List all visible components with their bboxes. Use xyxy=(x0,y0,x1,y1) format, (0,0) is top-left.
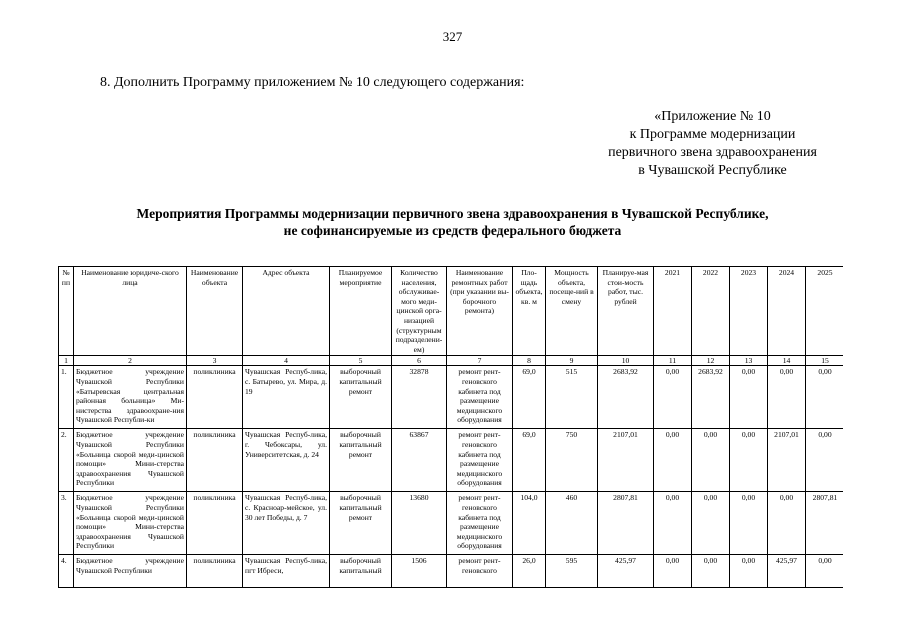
amount-2024-cell: 2107,01 xyxy=(768,429,806,492)
table-header-row xyxy=(59,267,844,356)
population-served-cell: 32878 xyxy=(392,366,447,429)
repair-works-cell: ремонт рент-геновского кабинета под размещение медицинского оборудования xyxy=(447,366,513,429)
row-number-cell: 1. xyxy=(59,366,74,429)
amount-2025-cell: 0,00 xyxy=(806,366,844,429)
column-number: 5 xyxy=(330,356,392,366)
column-number: 6 xyxy=(392,356,447,366)
intro-paragraph: 8. Дополнить Программу приложением № 10 следующего содержания: xyxy=(100,75,525,90)
repair-works-cell: ремонт рент-геновского кабинета под размещение медицинского оборудования xyxy=(447,492,513,555)
legal-entity-name-cell: Бюджетное учреждение Чувашской Республики xyxy=(74,555,187,588)
column-number: 15 xyxy=(806,356,844,366)
header-cell: Наименование юридиче-ского лица xyxy=(74,267,187,356)
object-area-cell: 26,0 xyxy=(513,555,546,588)
object-capacity-cell: 515 xyxy=(546,366,598,429)
column-number: 7 xyxy=(447,356,513,366)
header-cell: Наименование объекта xyxy=(187,267,243,356)
legal-entity-name-cell: Бюджетное учреждение Чувашской Республики «Батыревская центральная районная больница» Ми-нистерства здравоохране-ния Чувашской Республи-ки xyxy=(74,366,187,429)
amount-2021-cell: 0,00 xyxy=(654,429,692,492)
column-number: 3 xyxy=(187,356,243,366)
column-number: 8 xyxy=(513,356,546,366)
appendix-line: в Чувашской Республике xyxy=(638,163,787,178)
table-row xyxy=(59,366,844,429)
header-cell: 2022 xyxy=(692,267,730,356)
measures-table xyxy=(58,266,843,588)
row-number-cell: 3. xyxy=(59,492,74,555)
amount-2025-cell: 2807,81 xyxy=(806,492,844,555)
object-address-cell: Чувашская Респуб-лика, с. Красноар-мейское, ул. 30 лет Победы, д. 7 xyxy=(243,492,330,555)
header-cell: Количество населения, обслуживае-мого меди-цинской орга-низацией (структурным подразделени-ем) xyxy=(392,267,447,356)
object-area-cell: 69,0 xyxy=(513,429,546,492)
amount-2021-cell: 0,00 xyxy=(654,366,692,429)
page-number: 327 xyxy=(442,29,463,44)
amount-2021-cell: 0,00 xyxy=(654,492,692,555)
object-address-cell: Чувашская Респуб-лика, пгт Ибреси, xyxy=(243,555,330,588)
column-number: 9 xyxy=(546,356,598,366)
header-cell: Пло-щадь объекта, кв. м xyxy=(513,267,546,356)
row-number-cell: 4. xyxy=(59,555,74,588)
planned-cost-cell: 2807,81 xyxy=(598,492,654,555)
amount-2024-cell: 0,00 xyxy=(768,366,806,429)
amount-2022-cell: 0,00 xyxy=(692,555,730,588)
column-number-row xyxy=(59,356,844,366)
planned-measure-cell: выборочный капитальный xyxy=(330,555,392,588)
amount-2023-cell: 0,00 xyxy=(730,492,768,555)
object-name-cell: поликлиника xyxy=(187,366,243,429)
legal-entity-name-cell: Бюджетное учреждение Чувашской Республики «Больница скорой меди-цинской помощи» Мини-стерства здравоохранения Чувашской Республики xyxy=(74,429,187,492)
object-name-cell: поликлиника xyxy=(187,555,243,588)
amount-2025-cell: 0,00 xyxy=(806,429,844,492)
title-line-2: не софинансируемые из средств федерального бюджета xyxy=(283,223,622,238)
header-cell: 2024 xyxy=(768,267,806,356)
repair-works-cell: ремонт рент-геновского xyxy=(447,555,513,588)
header-cell: 2021 xyxy=(654,267,692,356)
legal-entity-name-cell: Бюджетное учреждение Чувашской Республики «Больница скорой меди-цинской помощи» Мини-стерства здравоохранения Чувашской Республики xyxy=(74,492,187,555)
object-capacity-cell: 595 xyxy=(546,555,598,588)
table-row xyxy=(59,492,844,555)
table-container xyxy=(58,266,843,640)
planned-cost-cell: 425,97 xyxy=(598,555,654,588)
header-cell: Планируе-мая стои-мость работ, тыс. рублей xyxy=(598,267,654,356)
header-cell: № пп xyxy=(59,267,74,356)
planned-cost-cell: 2107,01 xyxy=(598,429,654,492)
amount-2021-cell: 0,00 xyxy=(654,555,692,588)
column-number: 12 xyxy=(692,356,730,366)
header-cell: Наименование ремонтных работ (при указании вы-борочного ремонта) xyxy=(447,267,513,356)
amount-2023-cell: 0,00 xyxy=(730,429,768,492)
population-served-cell: 63867 xyxy=(392,429,447,492)
appendix-line: «Приложение № 10 xyxy=(654,109,771,124)
table-row xyxy=(59,429,844,492)
planned-measure-cell: выборочный капитальный ремонт xyxy=(330,492,392,555)
column-number: 4 xyxy=(243,356,330,366)
repair-works-cell: ремонт рент-геновского кабинета под размещение медицинского оборудования xyxy=(447,429,513,492)
header-cell: 2023 xyxy=(730,267,768,356)
header-cell: Планируемое мероприятие xyxy=(330,267,392,356)
planned-cost-cell: 2683,92 xyxy=(598,366,654,429)
column-number: 1 xyxy=(59,356,74,366)
planned-measure-cell: выборочный капитальный ремонт xyxy=(330,429,392,492)
object-capacity-cell: 460 xyxy=(546,492,598,555)
object-address-cell: Чувашская Респуб-лика, с. Батырево, ул. Мира, д. 19 xyxy=(243,366,330,429)
object-area-cell: 104,0 xyxy=(513,492,546,555)
amount-2023-cell: 0,00 xyxy=(730,366,768,429)
column-number: 2 xyxy=(74,356,187,366)
header-cell: Адрес объекта xyxy=(243,267,330,356)
amount-2022-cell: 0,00 xyxy=(692,492,730,555)
column-number: 10 xyxy=(598,356,654,366)
amount-2022-cell: 2683,92 xyxy=(692,366,730,429)
amount-2022-cell: 0,00 xyxy=(692,429,730,492)
column-number: 13 xyxy=(730,356,768,366)
amount-2024-cell: 0,00 xyxy=(768,492,806,555)
object-name-cell: поликлиника xyxy=(187,429,243,492)
row-number-cell: 2. xyxy=(59,429,74,492)
column-number: 11 xyxy=(654,356,692,366)
amount-2025-cell: 0,00 xyxy=(806,555,844,588)
column-number: 14 xyxy=(768,356,806,366)
population-served-cell: 1506 xyxy=(392,555,447,588)
object-address-cell: Чувашская Респуб-лика, г. Чебоксары, ул. Университетская, д. 24 xyxy=(243,429,330,492)
object-capacity-cell: 750 xyxy=(546,429,598,492)
table-row xyxy=(59,555,844,588)
planned-measure-cell: выборочный капитальный ремонт xyxy=(330,366,392,429)
object-name-cell: поликлиника xyxy=(187,492,243,555)
title-line-1: Мероприятия Программы модернизации первичного звена здравоохранения в Чувашской Республике, xyxy=(136,206,769,221)
appendix-heading xyxy=(590,108,835,180)
document-title xyxy=(60,205,845,239)
amount-2023-cell: 0,00 xyxy=(730,555,768,588)
appendix-line: первичного звена здравоохранения xyxy=(608,145,817,160)
header-cell: 2025 xyxy=(806,267,844,356)
object-area-cell: 69,0 xyxy=(513,366,546,429)
amount-2024-cell: 425,97 xyxy=(768,555,806,588)
header-cell: Мощность объекта, посеще-ний в смену xyxy=(546,267,598,356)
population-served-cell: 13680 xyxy=(392,492,447,555)
appendix-line: к Программе модернизации xyxy=(629,127,796,142)
